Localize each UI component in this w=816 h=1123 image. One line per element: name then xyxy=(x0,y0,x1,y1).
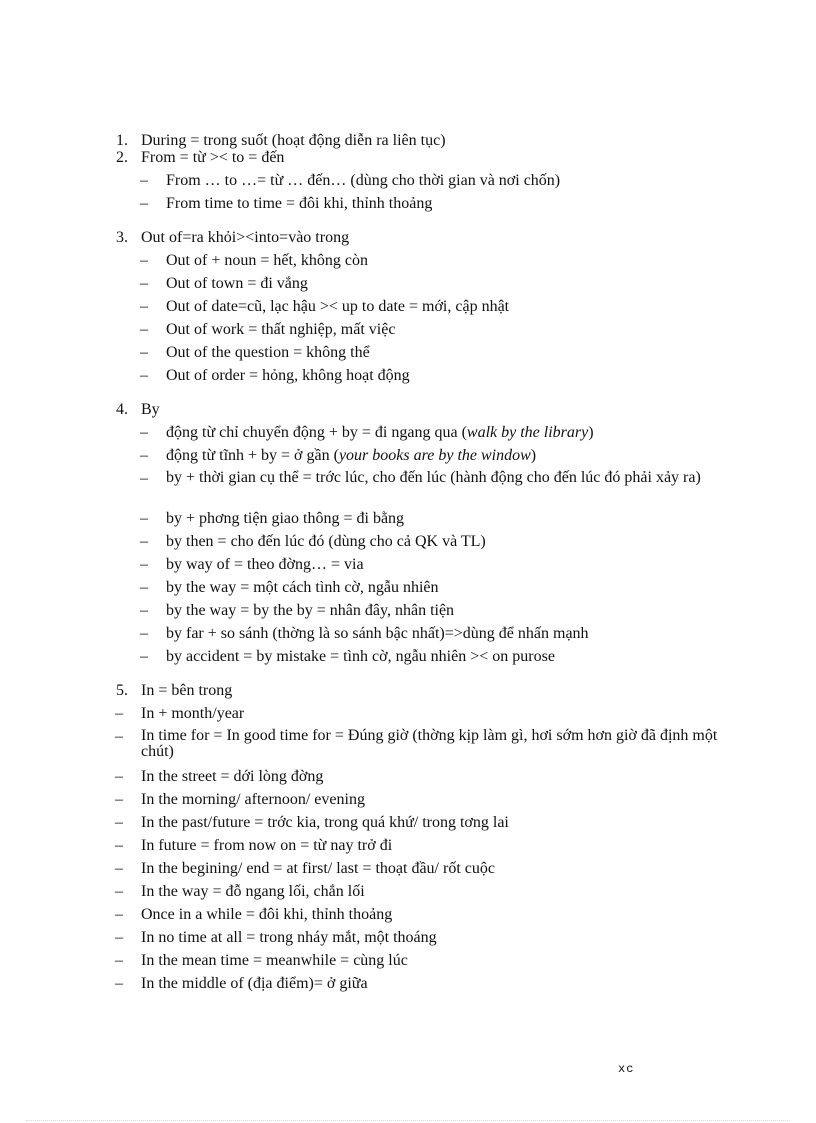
bullet-dash: – xyxy=(115,906,123,923)
bullet-dash: – xyxy=(140,447,148,464)
bullet-dash: – xyxy=(140,195,148,212)
bullet-dash: – xyxy=(115,929,123,946)
footer-code: xc xyxy=(618,1062,635,1076)
bullet-dash: – xyxy=(140,533,148,550)
bullet-dash: – xyxy=(140,344,148,361)
bullet-dash: – xyxy=(140,556,148,573)
bullet-dash: – xyxy=(115,728,123,745)
bullet-dash: – xyxy=(140,648,148,665)
bullet-dash: – xyxy=(140,625,148,642)
bullet-dash: – xyxy=(140,275,148,292)
bullet-dash: – xyxy=(115,883,123,900)
bullet-dash: – xyxy=(115,705,123,722)
section-number: 1. xyxy=(116,132,128,149)
section-number: 3. xyxy=(116,229,128,246)
section-heading-text: By xyxy=(141,401,160,418)
section-heading-text: During = trong suốt (hoạt động diễn ra liên tục) xyxy=(141,132,446,149)
bullet-dash: – xyxy=(140,470,148,487)
section-heading-text: From = từ >< to = đến xyxy=(141,149,285,166)
section-number: 4. xyxy=(116,401,128,418)
bullet-dash: – xyxy=(140,252,148,269)
example-text: walk by the library xyxy=(466,424,589,441)
bullet-dash: – xyxy=(140,298,148,315)
section-number: 2. xyxy=(116,149,128,166)
bullet-dash: – xyxy=(140,321,148,338)
page-bottom-divider xyxy=(26,1120,790,1121)
bullet-dash: – xyxy=(115,860,123,877)
bullet-dash: – xyxy=(115,975,123,992)
bullet-dash: – xyxy=(140,579,148,596)
bullet-dash: – xyxy=(115,768,123,785)
bullet-dash: – xyxy=(140,424,148,441)
bullet-dash: – xyxy=(140,602,148,619)
document-page: 1. During = trong suốt (hoạt động diễn ra liên tục) 2. From = từ >< to = đến – From … to …= từ … đến… (dùng cho thời gian và nơi chốn) – From time to time = đôi khi, thỉnh thoảng 3. Out of=ra khỏi><into=vào trong – Out of + noun = hết, không còn – Out of town = đi vắng – Out of date=cũ, lạc hậu >< up to date = mới, cập nhật – Out of work = thất nghiệp, mất việc – Out of the question = không thể – Out of order = hỏng, không hoạt động 4. By – động từ chỉ chuyển động + by = đi ngang qua (walk by the library) – động từ tĩnh + by = ở gần (your books are by the window) – by + thời gian cụ thể = trớc lúc, cho đến lúc (hành động cho đến lúc đó phải xảy ra) – by + phơng tiện giao thông = đi bằng – by then = cho đến lúc đó (dùng cho cả QK và TL) – by way of = theo đờng… = via – by the way = một cách tình cờ, ngẫu nhiên – by the way = by the by = nhân đây, nhân tiện – by far + so sánh (thờng là so sánh bậc nhất)=>dùng để nhấn mạnh – by accident = by mistake = tình cờ, ngẫu nhiên >< on purose 5. In = bên trong – In + month/year – In time for = In good time for = Đúng giờ (thờng kịp làm gì, hơi sớm hơn giờ đã định một chút) – In the street = dới lòng đờng – In the morning/ afternoon/ evening – In the past/future = trớc kia, trong quá khứ/ trong tơng lai – In future = from now on = từ nay trở đi – In the begining/ end = at first/ last = thoạt đầu/ rốt cuộc – In the way = đỗ ngang lối, chắn lối – Once in a while = đôi khi, thỉnh thoảng – In no time at all = trong nháy mắt, một thoáng – In the mean time = meanwhile = cùng lúc – In the middle of (địa điểm)= ở giữa xc xyxy=(0,0,816,1123)
bullet-dash: – xyxy=(115,952,123,969)
section-heading-text: Out of=ra khỏi><into=vào trong xyxy=(141,229,350,246)
bullet-dash: – xyxy=(115,837,123,854)
section-heading-text: In = bên trong xyxy=(141,682,233,699)
bullet-dash: – xyxy=(140,367,148,384)
section-number: 5. xyxy=(116,682,128,699)
example-text: your books are by the window xyxy=(338,447,531,464)
bullet-dash: – xyxy=(115,814,123,831)
bullet-dash: – xyxy=(140,172,148,189)
bullet-dash: – xyxy=(140,510,148,527)
bullet-dash: – xyxy=(115,791,123,808)
